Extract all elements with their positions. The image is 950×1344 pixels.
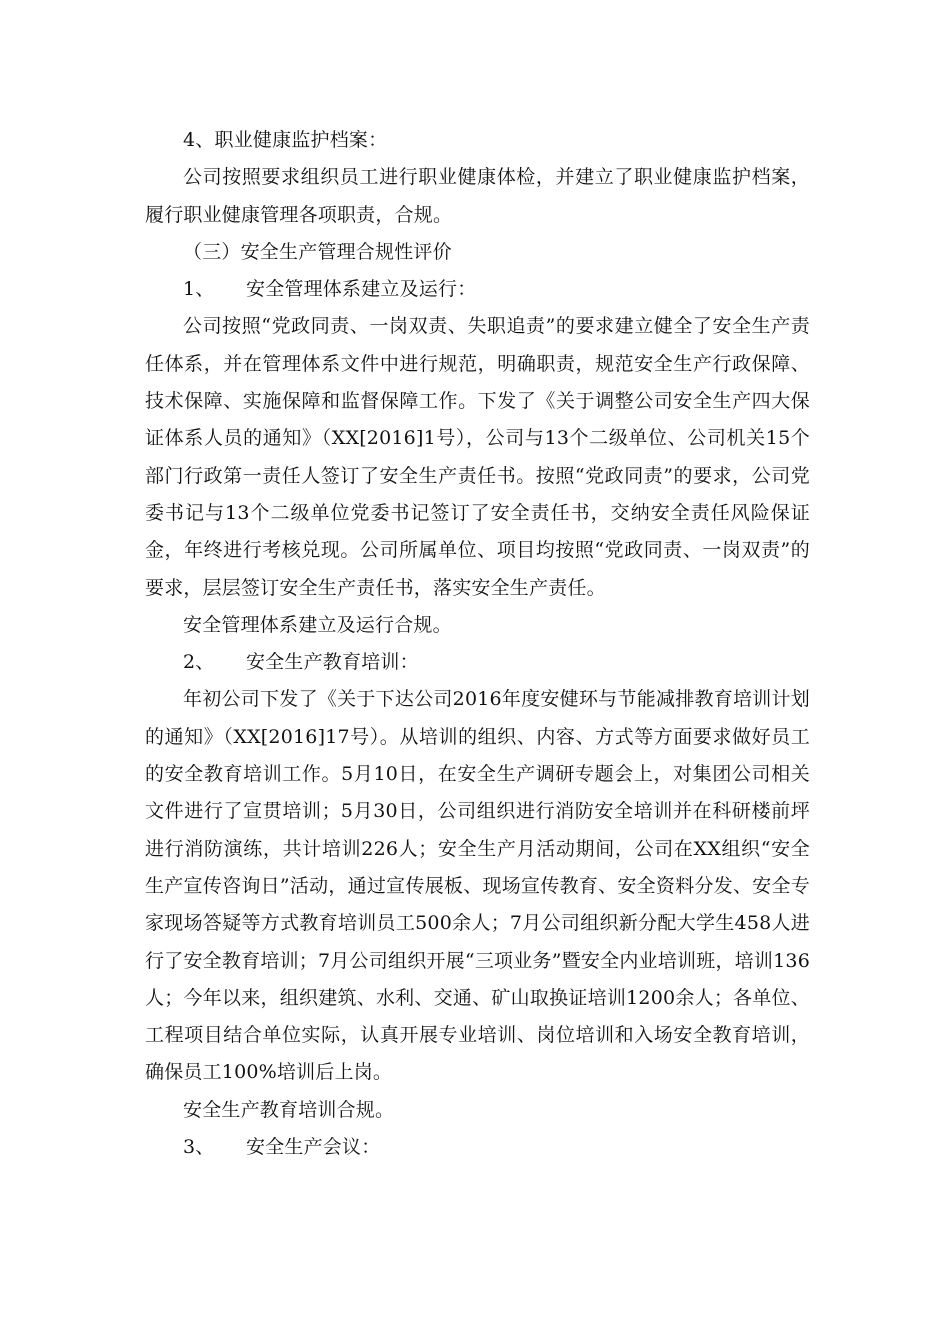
subsection1-conclusion: 安全管理体系建立及运行合规。 (183, 613, 452, 636)
item4-paragraph: 公司按照要求组织员工进行职业健康体检，并建立了职业健康监护档案，履行职业健康管理各项职责，合规。 (145, 166, 810, 226)
section3-heading: （三）安全生产管理合规性评价 (183, 240, 452, 263)
subsection1-number: 1、 (183, 278, 215, 301)
subsection2-number: 2、 (183, 651, 215, 674)
subsection1-title: 安全管理体系建立及运行： (246, 278, 477, 301)
subsection2-heading (145, 644, 810, 681)
item4-heading: 4、职业健康监护档案： (183, 129, 388, 151)
subsection2-title: 安全生产教育培训： (246, 651, 419, 674)
document-body (145, 122, 810, 1166)
subsection3-heading (145, 1129, 810, 1166)
subsection1-heading (145, 271, 810, 308)
subsection3-number: 3、 (183, 1136, 215, 1159)
subsection2-conclusion: 安全生产教育培训合规。 (183, 1098, 395, 1121)
subsection2-paragraph: 年初公司下发了《关于下达公司2016年度安健环与节能减排教育培训计划的通知》（XX[2016]17号）。从培训的组织、内容、方式等方面要求做好员工的安全教育培训工作。5月10日，在安全生产调研专题会上，对集团公司相关文件进行了宣贯培训；5月30日，公司组织进行消防安全培训并在科研楼前坪进行消防演练，共计培训226人；安全生产月活动期间，公司在XX组织“安全生产宣传咨询日”活动，通过宣传展板、现场宣传教育、安全资料分发、安全专家现场答疑等方式教育培训员工500余人；7月公司组织新分配大学生458人进行了安全教育培训；7月公司组织开展“三项业务”暨安全内业培训班，培训136人；今年以来，组织建筑、水利、交通、矿山取换证培训1200余人；各单位、工程项目结合单位实际，认真开展专业培训、岗位培训和入场安全教育培训，确保员工100%培训后上岗。 (145, 688, 810, 1084)
subsection3-title: 安全生产会议： (246, 1136, 381, 1159)
subsection1-paragraph: 公司按照“党政同责、一岗双责、失职追责”的要求建立健全了安全生产责任体系，并在管理体系文件中进行规范，明确职责，规范安全生产行政保障、技术保障、实施保障和监督保障工作。下发了《关于调整公司安全生产四大保证体系人员的通知》（XX[2016]1号），公司与13个二级单位、公司机关15个部门行政第一责任人签订了安全生产责任书。按照“党政同责”的要求，公司党委书记与13个二级单位党委书记签订了安全责任书，交纳安全责任风险保证金，年终进行考核兑现。公司所属单位、项目均按照“党政同责、一岗双责”的要求，层层签订安全生产责任书，落实安全生产责任。 (145, 315, 810, 599)
